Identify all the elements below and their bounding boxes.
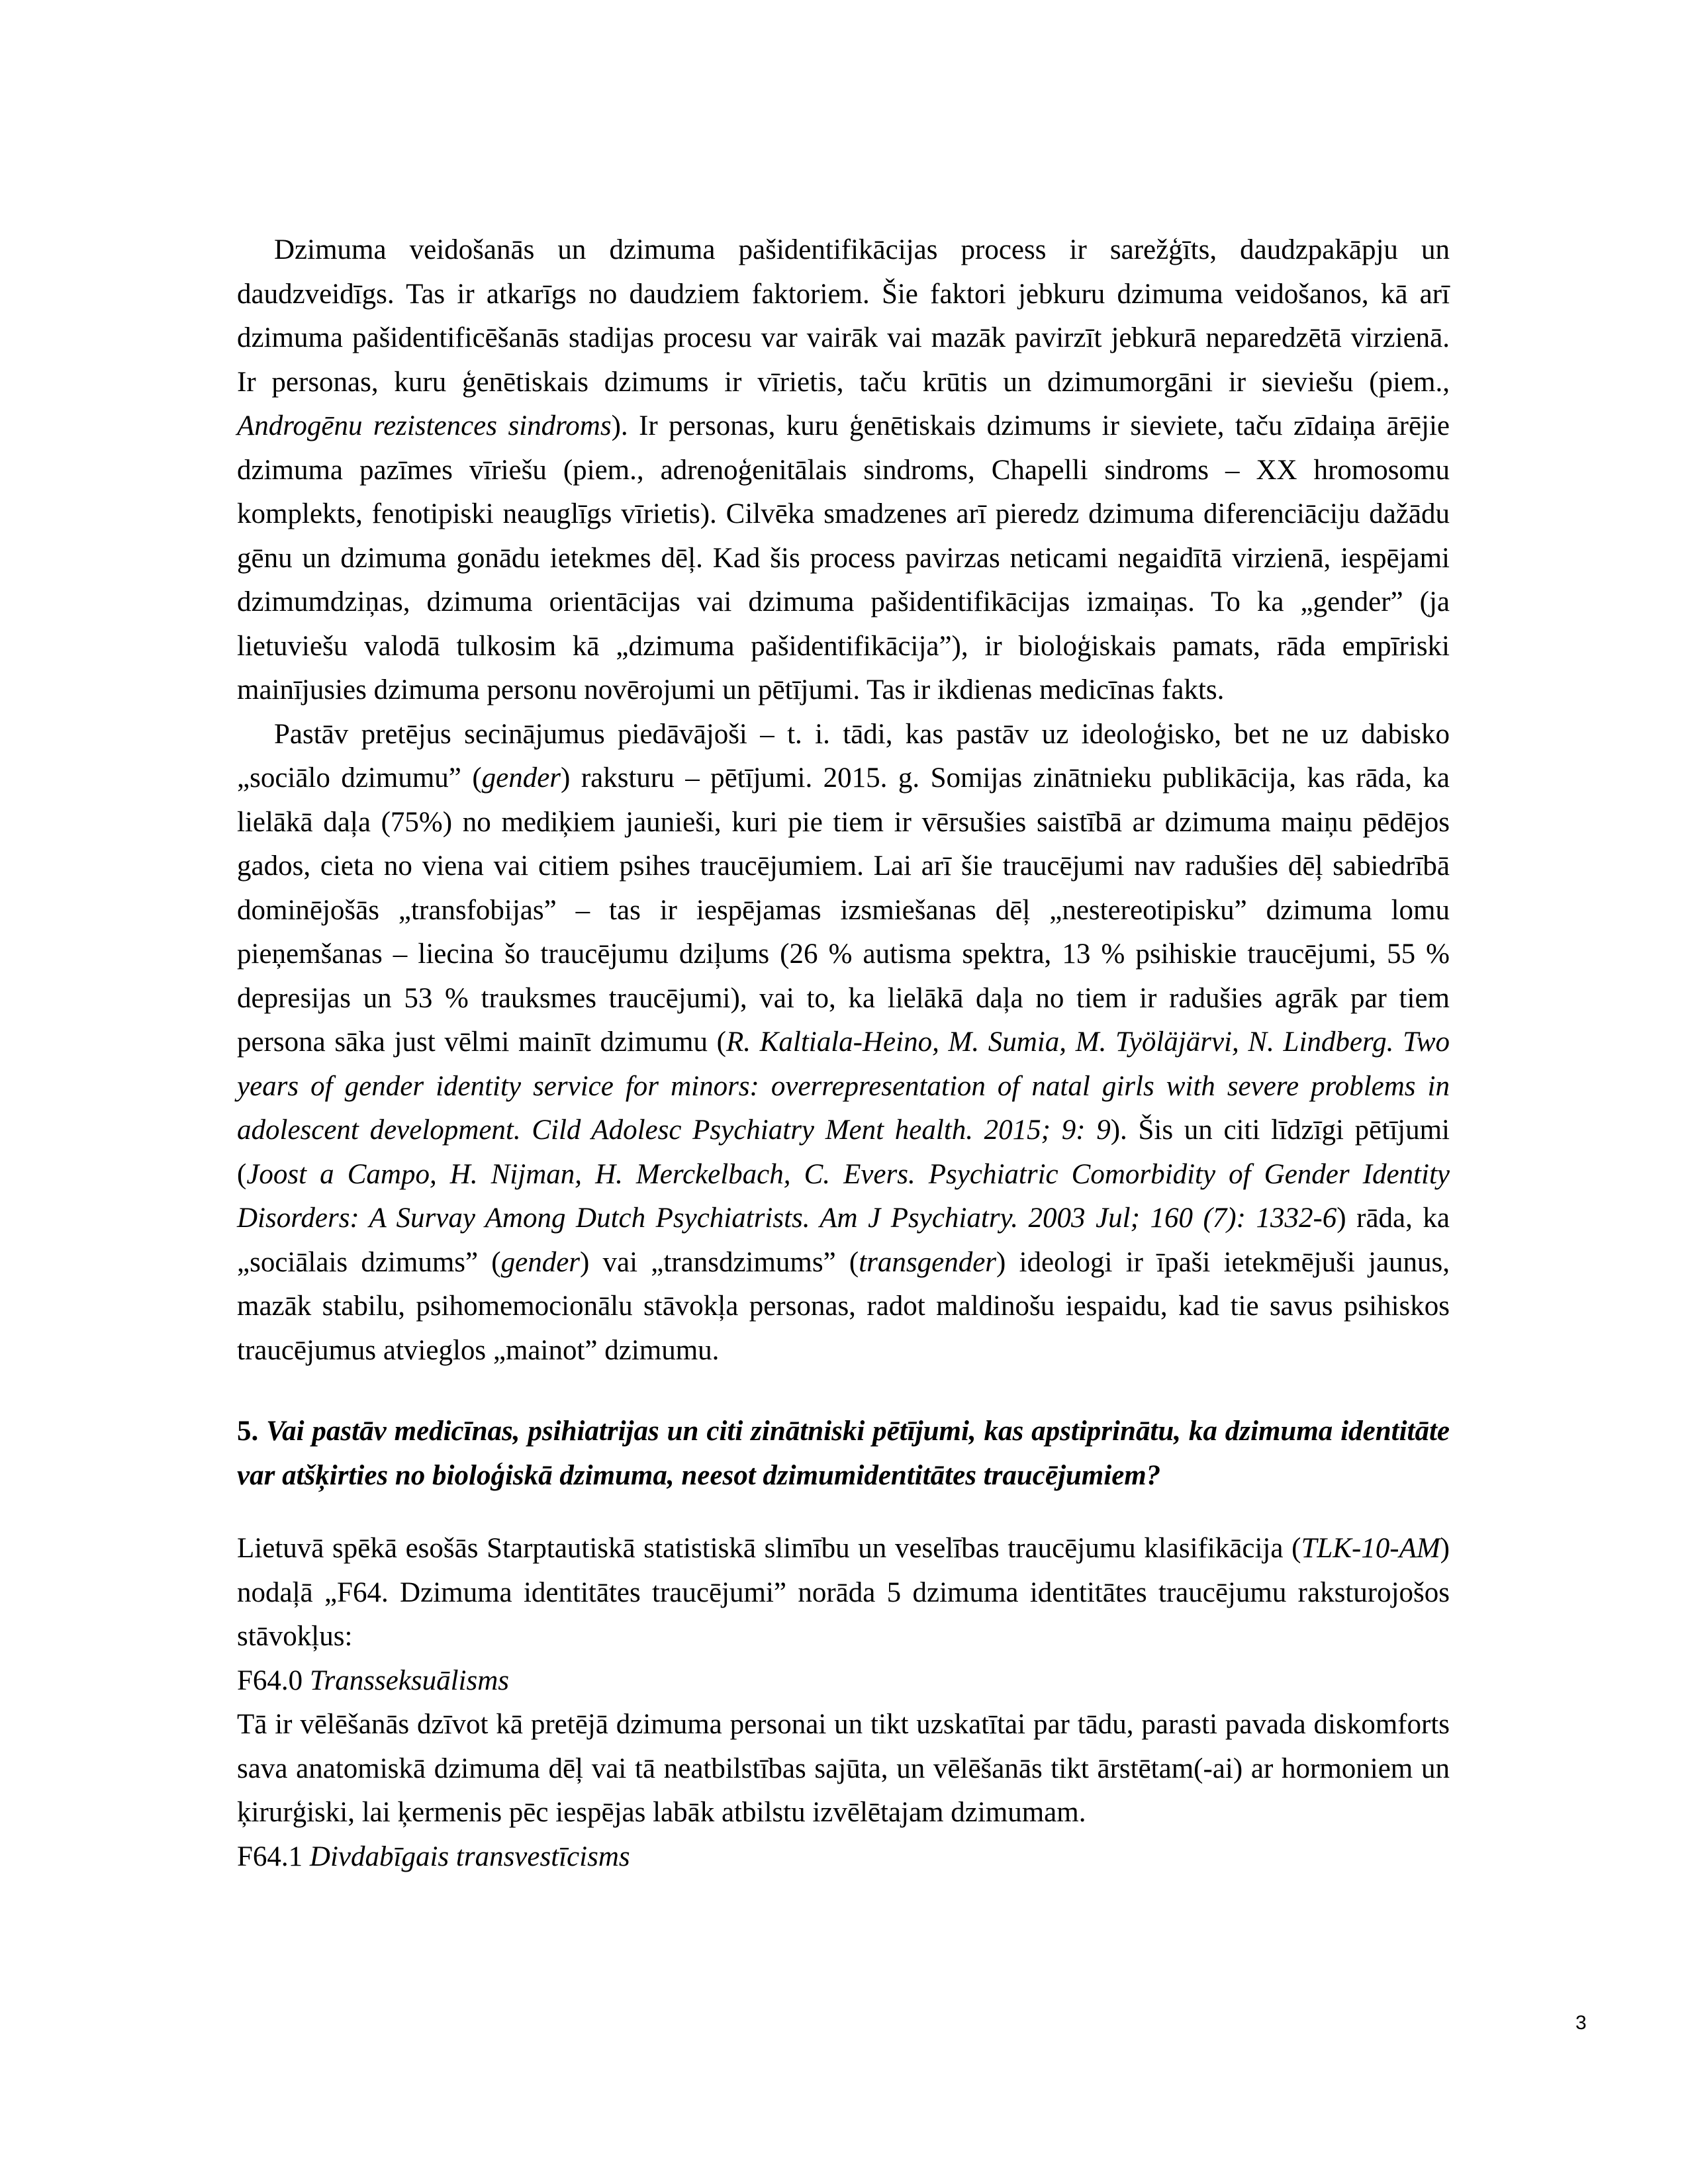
paragraph-f64-0-description: Tā ir vēlēšanās dzīvot kā pretējā dzimuma personai un tikt uzskatītai par tādu, parasti pavada diskomforts sava anatomiskā dzimuma dēļ vai tā neatbilstības sajūta, un vēlēšanās tikt ārstētam(-ai) ar hormoniem un ķirurģiski, lai ķermenis pēc iespējas labāk atbilstu izvēlētajam dzimumam. bbox=[237, 1709, 1450, 1828]
spacer bbox=[237, 1498, 1450, 1527]
text-run: ). Ir personas, kuru ģenētiskais dzimums ir sieviete, taču zīdaiņa ārējie dzimuma pazīmes vīriešu (piem., adrenoģenitālais sindroms, Chapelli sindroms – XX hromosomu komplekts, fenotipiski neauglīgs vīrietis). Cilvēka smadzenes arī pieredz dzimuma diferenciāciju dažādu gēnu un dzimuma gonādu ietekmes dēļ. Kad šis process pavirzas neticami negaidītā virzienā, iespējami dzimumdziņas, dzimuma orientācijas vai dzimuma pašidentifikācijas izmaiņas. To ka „gender” (ja lietuviešu valodā tulkosim kā „dzimuma pašidentifikācija”), ir bioloģiskais pamats, rāda empīriski mainījusies dzimuma personu novērojumi un pētījumi. Tas ir ikdienas medicīnas fakts. bbox=[237, 410, 1450, 705]
heading-text: Vai pastāv medicīnas, psihiatrijas un citi zinātniski pētījumi, kas apstiprinātu, ka dzimuma identitāte var atšķirties no bioloģiskā dzimuma, neesot dzimumidentitātes traucējumiem? bbox=[237, 1416, 1450, 1491]
text-run: Dzimuma veidošanās un dzimuma pašidentifikācijas process ir sarežģīts, daudzpakāpju un daudzveidīgs. Tas ir atkarīgs no daudziem faktoriem. Šie faktori jebkuru dzimuma veidošanos, kā arī dzimuma pašidentificēšanās stadijas procesu var vairāk vai mazāk pavirzīt jebkurā neparedzētā virzienā. Ir personas, kuru ģenētiskais dzimums ir vīrietis, taču krūtis un dzimumorgāni ir sieviešu (piem., bbox=[237, 234, 1450, 398]
text-run: ). Šis un citi līdzīgi pētījumi ( bbox=[237, 1115, 1450, 1190]
citation-campo: Joost a Campo, H. Nijman, H. Merckelbach, C. Evers. Psychiatric Comorbidity of Gender Identity Disorders: A Survay Among Dutch Psychiatrists. Am J Psychiatry. 2003 Jul; 160 (7): 1332-6 bbox=[237, 1158, 1450, 1234]
page-number: 3 bbox=[1575, 2012, 1587, 2034]
italic-term: transgender bbox=[859, 1246, 997, 1278]
page-body bbox=[237, 228, 1450, 1879]
italic-term: Androgēnu rezistences sindroms bbox=[237, 410, 612, 441]
text-run: ) vai „transdzimums” ( bbox=[580, 1246, 859, 1278]
text-run: ) raksturu – pētījumi. 2015. g. Somijas zinātnieku publikācija, kas rāda, ka lielākā daļa (75%) no mediķiem jaunieši, kuri pie tiem ir vērsušies saistībā ar dzimuma maiņu pēdējos gados, cieta no viena vai citiem psihes traucējumiem. Lai arī šie traucējumi nav radušies dēļ sabiedrībā dominējošās „transfobijas” – tas ir iespējamas izsmiešanas dēļ „nestereotipisku” dzimuma lomu pieņemšanas – liecina šo traucējumu dziļums (26 % autisma spektra, 13 % psihiskie traucējumi, 55 % depresijas un 53 % trauksmes traucējumi), vai to, ka lielākā daļa no tiem ir radušies agrāk par tiem persona sāka just vēlmi mainīt dzimumu ( bbox=[237, 762, 1450, 1058]
citation-kaltiala-heino: R. Kaltiala-Heino, M. Sumia, M. Työläjärvi, N. Lindberg. Two years of gender identity service for minors: overrepresentation of natal girls with severe problems in adolescent development. Cild Adolesc Psychiatry Ment health. 2015; 9: 9 bbox=[237, 1026, 1450, 1146]
code-name: Transseksuālisms bbox=[309, 1664, 509, 1696]
paragraph-gender-formation bbox=[237, 228, 1450, 713]
heading-number: 5. bbox=[237, 1416, 267, 1447]
paragraph-classification bbox=[237, 1527, 1450, 1659]
italic-term: gender bbox=[500, 1246, 581, 1278]
section-heading-5 bbox=[237, 1410, 1450, 1498]
code-f64-0 bbox=[237, 1659, 1450, 1704]
italic-term: TLK-10-AM bbox=[1301, 1533, 1440, 1564]
paragraph-studies bbox=[237, 713, 1450, 1373]
text-run: Lietuvā spēkā esošās Starptautiskā statistiskā slimību un veselības traucējumu klasifikācija ( bbox=[237, 1533, 1301, 1564]
text-run: ) rāda, ka „sociālais dzimums” ( bbox=[237, 1203, 1450, 1278]
text-run: Pastāv pretējus secinājumus piedāvājoši – t. i. tādi, kas pastāv uz ideoloģisko, bet ne uz dabisko „sociālo dzimumu” ( bbox=[237, 718, 1450, 794]
text-run: ) ideologi ir īpaši ietekmējuši jaunus, mazāk stabilu, psihomemocionālu stāvokļa personas, radot maldinošu iespaidu, kad tie savus psihiskos traucējumus atvieglos „mainot” dzimumu. bbox=[237, 1246, 1450, 1366]
code-label: F64.0 bbox=[237, 1664, 310, 1696]
code-name: Divdabīgais transvestīcisms bbox=[309, 1841, 630, 1872]
code-label: F64.1 bbox=[237, 1841, 310, 1872]
spacer bbox=[237, 1373, 1450, 1410]
text-run: ) nodaļā „F64. Dzimuma identitātes traucējumi” norāda 5 dzimuma identitātes traucējumu raksturojošos stāvokļus: bbox=[237, 1533, 1450, 1652]
code-f64-1 bbox=[237, 1835, 1450, 1880]
italic-term: gender bbox=[481, 762, 561, 794]
